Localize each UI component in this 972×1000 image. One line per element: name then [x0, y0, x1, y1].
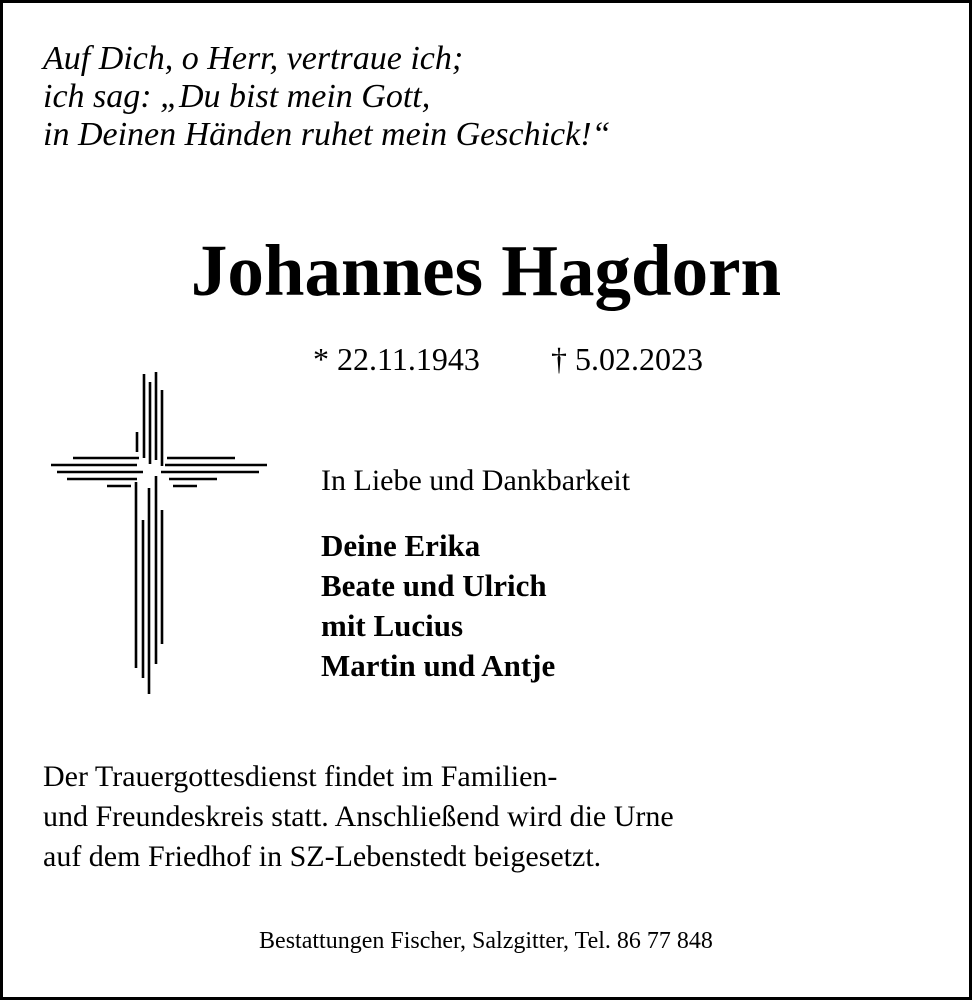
mourner-name: mit Lucius	[321, 608, 464, 643]
verse-line: ich sag: „Du bist mein Gott,	[43, 78, 431, 115]
deceased-name: Johannes Hagdorn	[190, 230, 782, 311]
bible-verse	[43, 40, 610, 154]
funeral-home-contact: Bestattungen Fischer, Salzgitter, Tel. 86 77 848	[259, 928, 713, 954]
notice-line: auf dem Friedhof in SZ-Lebenstedt beigesetzt.	[43, 840, 602, 873]
mourners-list	[321, 526, 555, 686]
cross-icon	[47, 372, 271, 694]
funeral-notice	[43, 757, 674, 877]
death-date: † 5.02.2023	[551, 341, 703, 377]
verse-line: Auf Dich, o Herr, vertraue ich;	[43, 40, 464, 77]
notice-line: und Freundeskreis statt. Anschließend wird die Urne	[43, 800, 674, 833]
verse-line: in Deinen Händen ruhet mein Geschick!“	[43, 116, 611, 153]
mourner-name: Beate und Ulrich	[321, 568, 547, 603]
dedication-text: In Liebe und Dankbarkeit	[321, 464, 631, 497]
notice-line: Der Trauergottesdienst findet im Familien-	[43, 760, 558, 793]
mourner-name: Martin und Antje	[321, 648, 556, 683]
mourner-name: Deine Erika	[321, 528, 481, 563]
birth-date: * 22.11.1943	[313, 341, 480, 377]
